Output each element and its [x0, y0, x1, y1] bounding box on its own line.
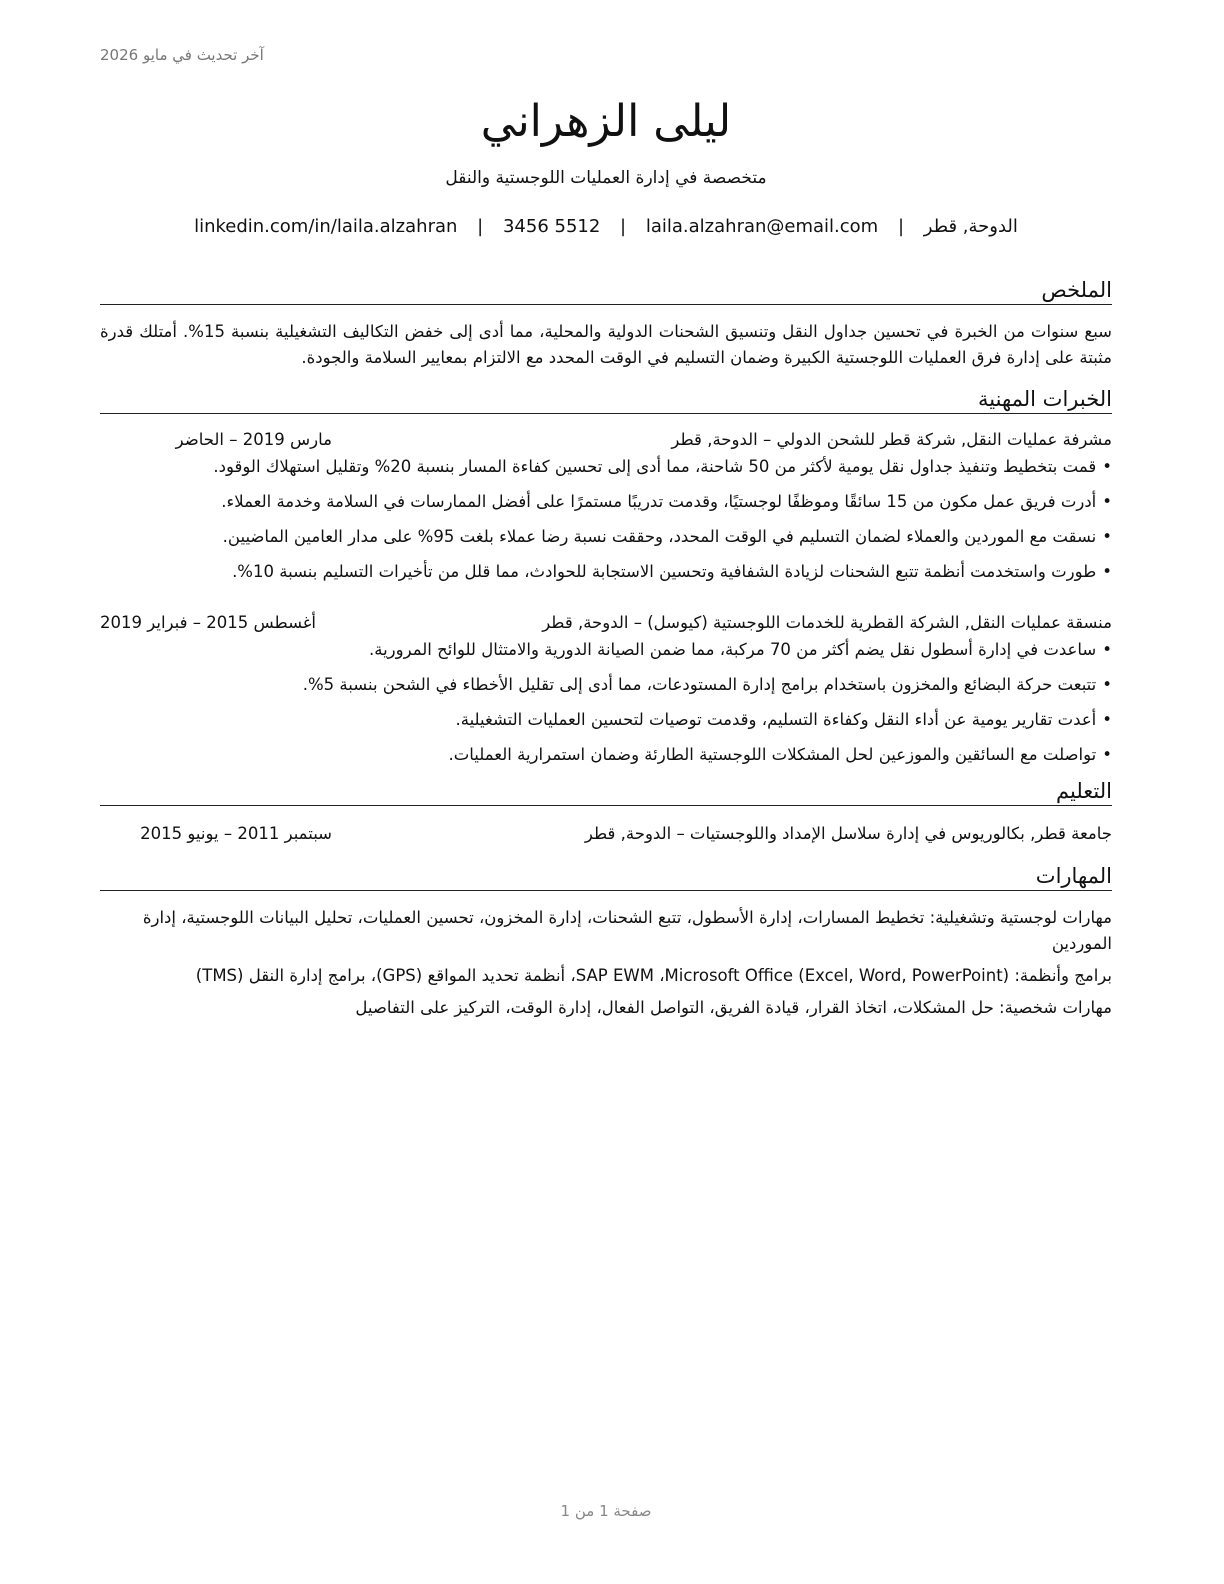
last-updated-note: آخر تحديث في مايو 2026	[100, 46, 264, 64]
education-degree: جامعة قطر, بكالوريوس في إدارة سلاسل الإمداد واللوجستيات – الدوحة, قطر	[584, 824, 1112, 843]
job-entry	[100, 609, 1112, 768]
skills-software: برامج وأنظمة: Microsoft Office (Excel, Word, PowerPoint)، SAP EWM، أنظمة تحديد المواقع (GPS)، برامج إدارة النقل (TMS)	[195, 966, 1112, 985]
summary-heading: الملخص	[100, 276, 1112, 305]
experience-heading: الخبرات المهنية	[100, 385, 1112, 414]
bullet-dot-icon: •	[1102, 457, 1112, 476]
job-bullet: •طورت واستخدمت أنظمة تتبع الشحنات لزيادة الشفافية وتحسين الاستجابة للحوادث، مما قلل من تأخيرات التسليم بنسبة 10%.	[100, 559, 1112, 585]
job-bullet: •ساعدت في إدارة أسطول نقل يضم أكثر من 70 مركبة، مما ضمن الصيانة الدورية والامتثال للوائح المرورية.	[100, 637, 1112, 663]
job-entry	[100, 426, 1112, 585]
education-dates: سبتمبر 2011 – يونيو 2015	[140, 824, 332, 843]
job-role: مشرفة عمليات النقل, شركة قطر للشحن الدولي – الدوحة, قطر	[671, 430, 1112, 449]
bullet-dot-icon: •	[1102, 710, 1112, 729]
job-bullets	[100, 637, 1112, 768]
resume-page	[100, 0, 1112, 1584]
resume-content	[100, 276, 1112, 1021]
bullet-dot-icon: •	[1102, 675, 1112, 694]
contact-separator: |	[897, 216, 905, 237]
job-dates: أغسطس 2015 – فبراير 2019	[100, 613, 316, 632]
contact-separator: |	[477, 216, 484, 237]
candidate-name: ليلى الزهراني	[480, 96, 732, 147]
job-bullet: •أعدت تقارير يومية عن أداء النقل وكفاءة التسليم، وقدمت توصيات لتحسين العمليات التشغيلية.	[100, 707, 1112, 733]
job-header	[100, 609, 1112, 637]
experience-section	[100, 385, 1112, 768]
job-header	[100, 426, 1112, 454]
job-bullet: •تتبعت حركة البضائع والمخزون باستخدام برامج إدارة المستودعات، مما أدى إلى تقليل الأخطاء في الشحن بنسبة 5%.	[100, 672, 1112, 698]
summary-text: سبع سنوات من الخبرة في تحسين جداول النقل وتنسيق الشحنات الدولية والمحلية، مما أدى إلى خفض التكاليف التشغيلية بنسبة 15%. أمتلك قدرة مثبتة على إدارة فرق العمليات اللوجستية الكبيرة وضمان التسليم في الوقت المحدد مع الالتزام بمعايير السلامة والجودة.	[100, 322, 1113, 367]
contact-separator: |	[620, 216, 627, 237]
skills-section	[100, 862, 1112, 1021]
bullet-dot-icon: •	[1102, 640, 1112, 659]
job-dates: مارس 2019 – الحاضر	[175, 430, 332, 449]
education-section	[100, 777, 1112, 848]
summary-section	[100, 276, 1112, 371]
skills-logistics: مهارات لوجستية وتشغيلية: تخطيط المسارات، إدارة الأسطول، تتبع الشحنات، إدارة المخزون، تحسين العمليات، تحليل البيانات اللوجستية، إدارة الموردين	[142, 908, 1112, 953]
education-entry	[100, 820, 1112, 848]
job-role: منسقة عمليات النقل, الشركة القطرية للخدمات اللوجستية (كيوسل) – الدوحة, قطر	[542, 613, 1112, 632]
resume-header	[100, 92, 1112, 240]
page-number: صفحة 1 من 1	[560, 1502, 652, 1520]
job-bullets	[100, 454, 1112, 585]
skills-soft: مهارات شخصية: حل المشكلات، اتخاذ القرار، قيادة الفريق، التواصل الفعال، إدارة الوقت، التركيز على التفاصيل	[355, 998, 1112, 1017]
job-bullet: •أدرت فريق عمل مكون من 15 سائقًا وموظفًا لوجستيًا، وقدمت تدريبًا مستمرًا على أفضل الممارسات في السلامة وخدمة العملاء.	[100, 489, 1112, 515]
job-bullet: •تواصلت مع السائقين والموزعين لحل المشكلات اللوجستية الطارئة وضمان استمرارية العمليات.	[100, 742, 1112, 768]
contact-location: الدوحة, قطر	[923, 216, 1018, 237]
contact-line	[100, 214, 1112, 240]
bullet-dot-icon: •	[1102, 492, 1112, 511]
contact-email[interactable]: laila.alzahran@email.com	[645, 216, 879, 237]
candidate-title: متخصصة في إدارة العمليات اللوجستية والنقل	[445, 168, 767, 188]
bullet-dot-icon: •	[1102, 745, 1112, 764]
contact-linkedin[interactable]: linkedin.com/in/laila.alzahran	[194, 216, 458, 237]
bullet-dot-icon: •	[1102, 527, 1112, 546]
education-heading: التعليم	[100, 777, 1112, 806]
job-bullet: •قمت بتخطيط وتنفيذ جداول نقل يومية لأكثر من 50 شاحنة، مما أدى إلى تحسين كفاءة المسار بنسبة 20% وتقليل استهلاك الوقود.	[100, 454, 1112, 480]
bullet-dot-icon: •	[1102, 562, 1112, 581]
job-bullet: •نسقت مع الموردين والعملاء لضمان التسليم في الوقت المحدد، وحققت نسبة رضا عملاء بلغت 95% على مدار العامين الماضيين.	[100, 524, 1112, 550]
skills-heading: المهارات	[100, 862, 1112, 891]
skills-list	[100, 905, 1112, 1021]
contact-phone: 3456 5512	[502, 216, 601, 237]
